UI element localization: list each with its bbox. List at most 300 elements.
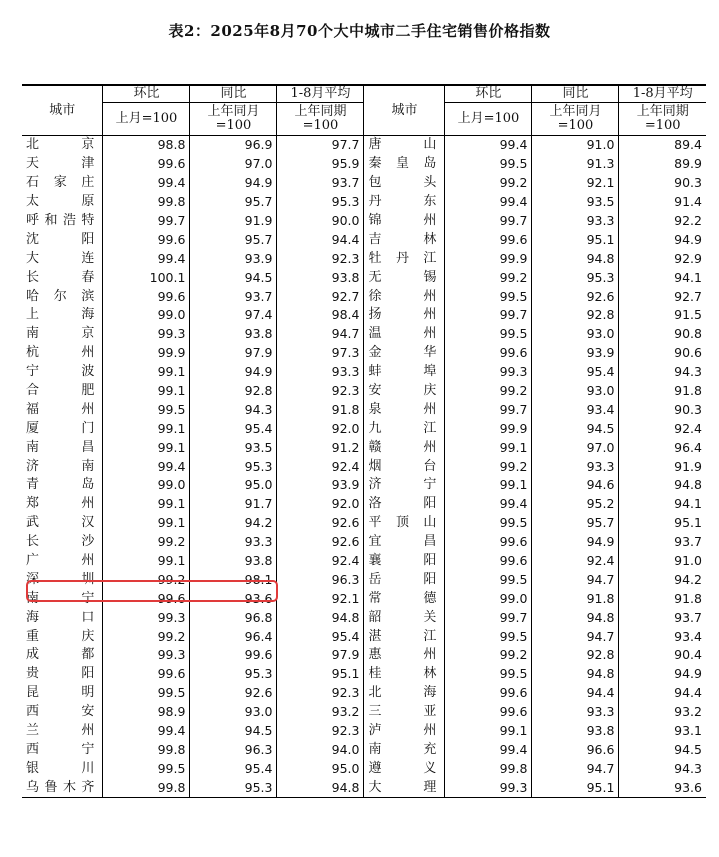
yoy-left-cell: 97.0 xyxy=(190,155,277,174)
yoy-left-cell: 95.4 xyxy=(190,759,277,778)
avg-right-cell: 95.1 xyxy=(619,514,706,533)
avg-right-cell: 94.9 xyxy=(619,230,706,249)
table-row xyxy=(22,665,706,684)
table-row xyxy=(22,552,706,571)
avg-left-cell: 92.4 xyxy=(277,552,364,571)
yoy-right-cell: 92.1 xyxy=(532,174,619,193)
yoy-left-cell: 91.7 xyxy=(190,495,277,514)
mom-left-cell: 99.8 xyxy=(103,193,190,212)
mom-right-cell: 99.6 xyxy=(445,344,532,363)
mom-left-cell: 99.4 xyxy=(103,457,190,476)
avg-right-cell: 94.3 xyxy=(619,759,706,778)
avg-left-cell: 94.0 xyxy=(277,741,364,760)
mom-right-cell: 99.7 xyxy=(445,608,532,627)
mom-left-cell: 99.5 xyxy=(103,400,190,419)
yoy-right-cell: 93.0 xyxy=(532,382,619,401)
avg-left-cell: 93.7 xyxy=(277,174,364,193)
table-header xyxy=(22,85,706,136)
avg-right-cell: 90.4 xyxy=(619,646,706,665)
city-header-right: 城市 xyxy=(364,85,445,136)
avg-left-cell: 96.3 xyxy=(277,570,364,589)
mom-right-cell: 99.8 xyxy=(445,759,532,778)
city-right-cell: 赣 州 xyxy=(364,438,445,457)
city-left-cell: 天 津 xyxy=(26,156,95,172)
table-row xyxy=(22,722,706,741)
avg-left-cell: 92.1 xyxy=(277,589,364,608)
city-left-cell: 南 昌 xyxy=(26,439,95,455)
yoy-right-cell: 94.8 xyxy=(532,608,619,627)
city-right-cell: 烟 台 xyxy=(364,457,445,476)
avg-right-cell: 93.7 xyxy=(619,533,706,552)
yoy-right-cell: 93.5 xyxy=(532,193,619,212)
mom-right-cell: 99.5 xyxy=(445,325,532,344)
mom-left-cell: 99.6 xyxy=(103,230,190,249)
mom-right-cell: 99.1 xyxy=(445,722,532,741)
city-right-cell: 泉 州 xyxy=(364,400,445,419)
city-right-cell: 锦 州 xyxy=(364,212,445,231)
yoy-right-cell: 91.8 xyxy=(532,589,619,608)
table-row xyxy=(22,400,706,419)
yoy-left-cell: 93.5 xyxy=(190,438,277,457)
city-left-cell: 兰 州 xyxy=(26,723,95,739)
mom-right-cell: 99.6 xyxy=(445,552,532,571)
mom-left-cell: 99.6 xyxy=(103,665,190,684)
avg-right-cell: 92.7 xyxy=(619,287,706,306)
table-row xyxy=(22,174,706,193)
city-left-cell: 石家庄 xyxy=(26,175,95,191)
avg-left-cell: 95.0 xyxy=(277,759,364,778)
yoy-left-cell: 97.4 xyxy=(190,306,277,325)
city-right-cell: 北 海 xyxy=(364,684,445,703)
mom-left-cell: 99.6 xyxy=(103,287,190,306)
avg-right-cell: 91.4 xyxy=(619,193,706,212)
mom-left-cell: 99.8 xyxy=(103,778,190,797)
avg-header-left: 1-8月平均 xyxy=(277,85,364,103)
avg-left-cell: 94.7 xyxy=(277,325,364,344)
yoy-right-cell: 93.4 xyxy=(532,400,619,419)
city-left-cell: 武 汉 xyxy=(26,515,95,531)
city-left-cell: 深 圳 xyxy=(26,571,95,587)
avg-right-cell: 94.3 xyxy=(619,363,706,382)
city-right-cell: 湛 江 xyxy=(364,627,445,646)
table-row xyxy=(22,382,706,401)
city-left-cell: 太 原 xyxy=(26,194,95,210)
mom-left-cell: 98.8 xyxy=(103,136,190,155)
avg-right-cell: 94.8 xyxy=(619,476,706,495)
city-right-cell: 襄 阳 xyxy=(364,552,445,571)
yoy-left-cell: 94.9 xyxy=(190,174,277,193)
mom-left-cell: 99.0 xyxy=(103,306,190,325)
city-right-cell: 桂 林 xyxy=(364,665,445,684)
city-left-cell: 广 州 xyxy=(26,553,95,569)
table-row xyxy=(22,438,706,457)
avg-right-cell: 89.9 xyxy=(619,155,706,174)
city-right-cell: 惠 州 xyxy=(364,646,445,665)
yoy-right-cell: 95.2 xyxy=(532,495,619,514)
yoy-right-cell: 93.0 xyxy=(532,325,619,344)
city-left-cell: 南 京 xyxy=(26,326,95,342)
mom-right-cell: 99.2 xyxy=(445,457,532,476)
avg-left-cell: 92.3 xyxy=(277,382,364,401)
avg-right-cell: 89.4 xyxy=(619,136,706,155)
mom-left-cell: 99.1 xyxy=(103,438,190,457)
city-right-cell: 唐 山 xyxy=(364,136,445,155)
avg-right-cell: 90.6 xyxy=(619,344,706,363)
city-left-cell: 福 州 xyxy=(26,401,95,417)
city-left-cell: 杭 州 xyxy=(26,345,95,361)
avg-left-cell: 92.0 xyxy=(277,419,364,438)
yoy-right-cell: 93.9 xyxy=(532,344,619,363)
yoy-right-cell: 94.8 xyxy=(532,665,619,684)
yoy-right-cell: 93.3 xyxy=(532,703,619,722)
table-row xyxy=(22,476,706,495)
yoy-right-cell: 95.4 xyxy=(532,363,619,382)
yoy-right-cell: 92.8 xyxy=(532,646,619,665)
city-right-cell: 无 锡 xyxy=(364,268,445,287)
table-row xyxy=(22,306,706,325)
avg-right-cell: 91.8 xyxy=(619,382,706,401)
avg-left-cell: 93.9 xyxy=(277,476,364,495)
yoy-right-cell: 95.7 xyxy=(532,514,619,533)
yoy-right-cell: 94.8 xyxy=(532,249,619,268)
yoy-left-cell: 93.3 xyxy=(190,533,277,552)
avg-left-cell: 94.4 xyxy=(277,230,364,249)
yoy-right-cell: 92.4 xyxy=(532,552,619,571)
city-left-cell: 北 京 xyxy=(26,137,95,153)
yoy-right-cell: 94.9 xyxy=(532,533,619,552)
city-left-cell: 合 肥 xyxy=(26,383,95,399)
city-right-cell: 韶 关 xyxy=(364,608,445,627)
mom-right-cell: 99.1 xyxy=(445,476,532,495)
mom-header-left: 环比 xyxy=(103,85,190,103)
avg-right-cell: 94.4 xyxy=(619,684,706,703)
avg-left-cell: 93.8 xyxy=(277,268,364,287)
avg-left-cell: 98.4 xyxy=(277,306,364,325)
mom-right-cell: 99.5 xyxy=(445,287,532,306)
mom-right-cell: 99.3 xyxy=(445,363,532,382)
yoy-left-cell: 95.7 xyxy=(190,230,277,249)
avg-right-cell: 94.2 xyxy=(619,570,706,589)
city-left-cell: 济 南 xyxy=(26,458,95,474)
yoy-left-cell: 93.6 xyxy=(190,589,277,608)
mom-right-cell: 99.5 xyxy=(445,570,532,589)
avg-left-cell: 95.1 xyxy=(277,665,364,684)
table-row xyxy=(22,230,706,249)
avg-right-cell: 92.2 xyxy=(619,212,706,231)
avg-right-cell: 93.6 xyxy=(619,778,706,797)
city-right-cell: 秦皇岛 xyxy=(364,155,445,174)
yoy-right-cell: 92.8 xyxy=(532,306,619,325)
mom-left-cell: 99.0 xyxy=(103,476,190,495)
mom-left-cell: 99.3 xyxy=(103,646,190,665)
mom-right-cell: 99.7 xyxy=(445,212,532,231)
yoy-left-cell: 97.9 xyxy=(190,344,277,363)
yoy-right-cell: 91.3 xyxy=(532,155,619,174)
city-right-cell: 牡丹江 xyxy=(364,249,445,268)
mom-left-cell: 99.2 xyxy=(103,533,190,552)
mom-left-cell: 99.1 xyxy=(103,495,190,514)
avg-right-cell: 91.8 xyxy=(619,589,706,608)
mom-right-cell: 99.4 xyxy=(445,741,532,760)
avg-left-cell: 91.2 xyxy=(277,438,364,457)
avg-right-cell: 94.1 xyxy=(619,268,706,287)
yoy-right-cell: 94.6 xyxy=(532,476,619,495)
table-row xyxy=(22,419,706,438)
avg-right-cell: 91.9 xyxy=(619,457,706,476)
yoy-right-cell: 93.3 xyxy=(532,457,619,476)
yoy-left-cell: 93.7 xyxy=(190,287,277,306)
avg-left-cell: 93.2 xyxy=(277,703,364,722)
mom-right-cell: 99.0 xyxy=(445,589,532,608)
avg-left-cell: 92.3 xyxy=(277,722,364,741)
mom-left-cell: 99.6 xyxy=(103,589,190,608)
avg-base-right: 上年同期=100 xyxy=(619,103,706,136)
table-row xyxy=(22,703,706,722)
mom-left-cell: 99.6 xyxy=(103,155,190,174)
city-left-cell: 贵 阳 xyxy=(26,666,95,682)
city-left-cell: 重 庆 xyxy=(26,628,95,644)
yoy-base-left: 上年同月=100 xyxy=(190,103,277,136)
yoy-right-cell: 93.3 xyxy=(532,212,619,231)
mom-right-cell: 99.4 xyxy=(445,193,532,212)
city-left-cell: 海 口 xyxy=(26,609,95,625)
city-right-cell: 济 宁 xyxy=(364,476,445,495)
mom-right-cell: 99.7 xyxy=(445,400,532,419)
table-row xyxy=(22,287,706,306)
yoy-left-cell: 93.8 xyxy=(190,552,277,571)
mom-right-cell: 99.2 xyxy=(445,382,532,401)
price-index-table xyxy=(22,84,706,798)
mom-right-cell: 99.6 xyxy=(445,230,532,249)
mom-right-cell: 99.4 xyxy=(445,136,532,155)
city-right-cell: 金 华 xyxy=(364,344,445,363)
avg-right-cell: 90.3 xyxy=(619,174,706,193)
avg-left-cell: 90.0 xyxy=(277,212,364,231)
mom-left-cell: 99.7 xyxy=(103,212,190,231)
table-row xyxy=(22,212,706,231)
mom-left-cell: 99.8 xyxy=(103,741,190,760)
city-right-cell: 扬 州 xyxy=(364,306,445,325)
mom-right-cell: 99.9 xyxy=(445,249,532,268)
table-row xyxy=(22,514,706,533)
mom-left-cell: 99.3 xyxy=(103,608,190,627)
avg-left-cell: 97.7 xyxy=(277,136,364,155)
mom-right-cell: 99.9 xyxy=(445,419,532,438)
avg-left-cell: 92.0 xyxy=(277,495,364,514)
avg-left-cell: 92.6 xyxy=(277,514,364,533)
city-right-cell: 泸 州 xyxy=(364,722,445,741)
city-right-cell: 九 江 xyxy=(364,419,445,438)
city-left-cell: 长 春 xyxy=(26,269,95,285)
avg-right-cell: 90.3 xyxy=(619,400,706,419)
mom-header-right: 环比 xyxy=(445,85,532,103)
city-header-left: 城市 xyxy=(22,85,103,136)
yoy-header-right: 同比 xyxy=(532,85,619,103)
yoy-left-cell: 93.0 xyxy=(190,703,277,722)
table-row xyxy=(22,268,706,287)
avg-right-cell: 91.0 xyxy=(619,552,706,571)
avg-right-cell: 93.1 xyxy=(619,722,706,741)
yoy-left-cell: 95.3 xyxy=(190,457,277,476)
mom-left-cell: 99.9 xyxy=(103,344,190,363)
table-row xyxy=(22,363,706,382)
yoy-right-cell: 95.1 xyxy=(532,778,619,797)
table-row xyxy=(22,646,706,665)
table-row xyxy=(22,741,706,760)
mom-left-cell: 99.5 xyxy=(103,684,190,703)
mom-right-cell: 99.4 xyxy=(445,495,532,514)
city-left-cell: 哈尔滨 xyxy=(26,288,95,304)
yoy-right-cell: 94.5 xyxy=(532,419,619,438)
yoy-left-cell: 93.8 xyxy=(190,325,277,344)
yoy-left-cell: 95.0 xyxy=(190,476,277,495)
mom-left-cell: 99.1 xyxy=(103,419,190,438)
avg-right-cell: 91.5 xyxy=(619,306,706,325)
mom-left-cell: 99.2 xyxy=(103,570,190,589)
table-body xyxy=(22,136,706,798)
table-row xyxy=(22,193,706,212)
mom-right-cell: 99.1 xyxy=(445,438,532,457)
avg-right-cell: 93.7 xyxy=(619,608,706,627)
mom-right-cell: 99.6 xyxy=(445,533,532,552)
table-row xyxy=(22,136,706,155)
table-row xyxy=(22,759,706,778)
yoy-right-cell: 95.3 xyxy=(532,268,619,287)
yoy-right-cell: 96.6 xyxy=(532,741,619,760)
mom-left-cell: 99.3 xyxy=(103,325,190,344)
mom-right-cell: 99.2 xyxy=(445,268,532,287)
city-left-cell: 长 沙 xyxy=(26,534,95,550)
avg-left-cell: 92.7 xyxy=(277,287,364,306)
yoy-left-cell: 95.3 xyxy=(190,778,277,797)
mom-right-cell: 99.3 xyxy=(445,778,532,797)
yoy-left-cell: 95.3 xyxy=(190,665,277,684)
city-left-cell: 西 宁 xyxy=(26,741,95,757)
mom-left-cell: 99.1 xyxy=(103,363,190,382)
city-right-cell: 南 充 xyxy=(364,741,445,760)
mom-left-cell: 98.9 xyxy=(103,703,190,722)
city-right-cell: 大 理 xyxy=(364,778,445,797)
avg-left-cell: 91.8 xyxy=(277,400,364,419)
mom-right-cell: 99.2 xyxy=(445,174,532,193)
yoy-right-cell: 92.6 xyxy=(532,287,619,306)
city-left-cell: 昆 明 xyxy=(26,685,95,701)
avg-left-cell: 92.4 xyxy=(277,457,364,476)
avg-right-cell: 93.2 xyxy=(619,703,706,722)
city-left-cell: 大 连 xyxy=(26,250,95,266)
yoy-right-cell: 94.4 xyxy=(532,684,619,703)
yoy-left-cell: 91.9 xyxy=(190,212,277,231)
table-row xyxy=(22,627,706,646)
table-row xyxy=(22,570,706,589)
mom-left-cell: 99.1 xyxy=(103,514,190,533)
mom-left-cell: 99.5 xyxy=(103,759,190,778)
table-row xyxy=(22,495,706,514)
avg-left-cell: 97.3 xyxy=(277,344,364,363)
avg-right-cell: 94.1 xyxy=(619,495,706,514)
mom-base-right: 上月=100 xyxy=(445,103,532,136)
mom-right-cell: 99.7 xyxy=(445,306,532,325)
city-left-cell: 宁 波 xyxy=(26,364,95,380)
city-left-cell: 乌鲁木齐 xyxy=(22,778,103,797)
city-right-cell: 蚌 埠 xyxy=(364,363,445,382)
yoy-left-cell: 92.8 xyxy=(190,382,277,401)
yoy-header-left: 同比 xyxy=(190,85,277,103)
table-row xyxy=(22,684,706,703)
avg-left-cell: 97.9 xyxy=(277,646,364,665)
yoy-left-cell: 94.5 xyxy=(190,722,277,741)
yoy-right-cell: 93.8 xyxy=(532,722,619,741)
mom-left-cell: 99.1 xyxy=(103,552,190,571)
table-row xyxy=(22,249,706,268)
city-right-cell: 丹 东 xyxy=(364,193,445,212)
city-right-cell: 岳 阳 xyxy=(364,570,445,589)
avg-left-cell: 92.6 xyxy=(277,533,364,552)
yoy-left-cell: 94.2 xyxy=(190,514,277,533)
mom-left-cell: 99.4 xyxy=(103,722,190,741)
avg-left-cell: 95.4 xyxy=(277,627,364,646)
avg-right-cell: 94.9 xyxy=(619,665,706,684)
yoy-left-cell: 96.4 xyxy=(190,627,277,646)
city-left-cell: 青 岛 xyxy=(26,477,95,493)
table-row xyxy=(22,325,706,344)
city-left-cell: 郑 州 xyxy=(26,496,95,512)
yoy-left-cell: 95.7 xyxy=(190,193,277,212)
city-left-cell: 上 海 xyxy=(26,307,95,323)
table-row xyxy=(22,344,706,363)
city-left-cell: 成 都 xyxy=(26,647,95,663)
city-left-cell: 银 川 xyxy=(26,760,95,776)
mom-left-cell: 99.4 xyxy=(103,249,190,268)
avg-left-cell: 92.3 xyxy=(277,684,364,703)
yoy-right-cell: 94.7 xyxy=(532,627,619,646)
mom-right-cell: 99.5 xyxy=(445,514,532,533)
avg-right-cell: 92.4 xyxy=(619,419,706,438)
city-right-cell: 安 庆 xyxy=(364,382,445,401)
yoy-left-cell: 94.9 xyxy=(190,363,277,382)
city-left-cell: 呼和浩特 xyxy=(26,213,95,228)
mom-left-cell: 100.1 xyxy=(103,268,190,287)
yoy-right-cell: 97.0 xyxy=(532,438,619,457)
avg-left-cell: 92.3 xyxy=(277,249,364,268)
avg-base-left: 上年同期=100 xyxy=(277,103,364,136)
mom-right-cell: 99.5 xyxy=(445,155,532,174)
avg-right-cell: 90.8 xyxy=(619,325,706,344)
yoy-left-cell: 95.4 xyxy=(190,419,277,438)
avg-right-cell: 96.4 xyxy=(619,438,706,457)
avg-right-cell: 92.9 xyxy=(619,249,706,268)
city-right-cell: 徐 州 xyxy=(364,287,445,306)
yoy-right-cell: 94.7 xyxy=(532,759,619,778)
yoy-left-cell: 94.5 xyxy=(190,268,277,287)
yoy-left-cell: 96.9 xyxy=(190,136,277,155)
mom-left-cell: 99.2 xyxy=(103,627,190,646)
city-right-cell: 洛 阳 xyxy=(364,495,445,514)
avg-left-cell: 95.9 xyxy=(277,155,364,174)
yoy-left-cell: 92.6 xyxy=(190,684,277,703)
page-title: 表2：2025年8月70个大中城市二手住宅销售价格指数 xyxy=(168,22,551,40)
city-left-cell: 沈 阳 xyxy=(26,231,95,247)
mom-left-cell: 99.1 xyxy=(103,382,190,401)
avg-right-cell: 94.5 xyxy=(619,741,706,760)
city-right-cell: 宜 昌 xyxy=(364,533,445,552)
table-row xyxy=(22,589,706,608)
table-row xyxy=(22,533,706,552)
city-right-cell: 三 亚 xyxy=(364,703,445,722)
city-right-cell: 吉 林 xyxy=(364,230,445,249)
yoy-left-cell: 96.8 xyxy=(190,608,277,627)
yoy-left-cell: 94.3 xyxy=(190,400,277,419)
